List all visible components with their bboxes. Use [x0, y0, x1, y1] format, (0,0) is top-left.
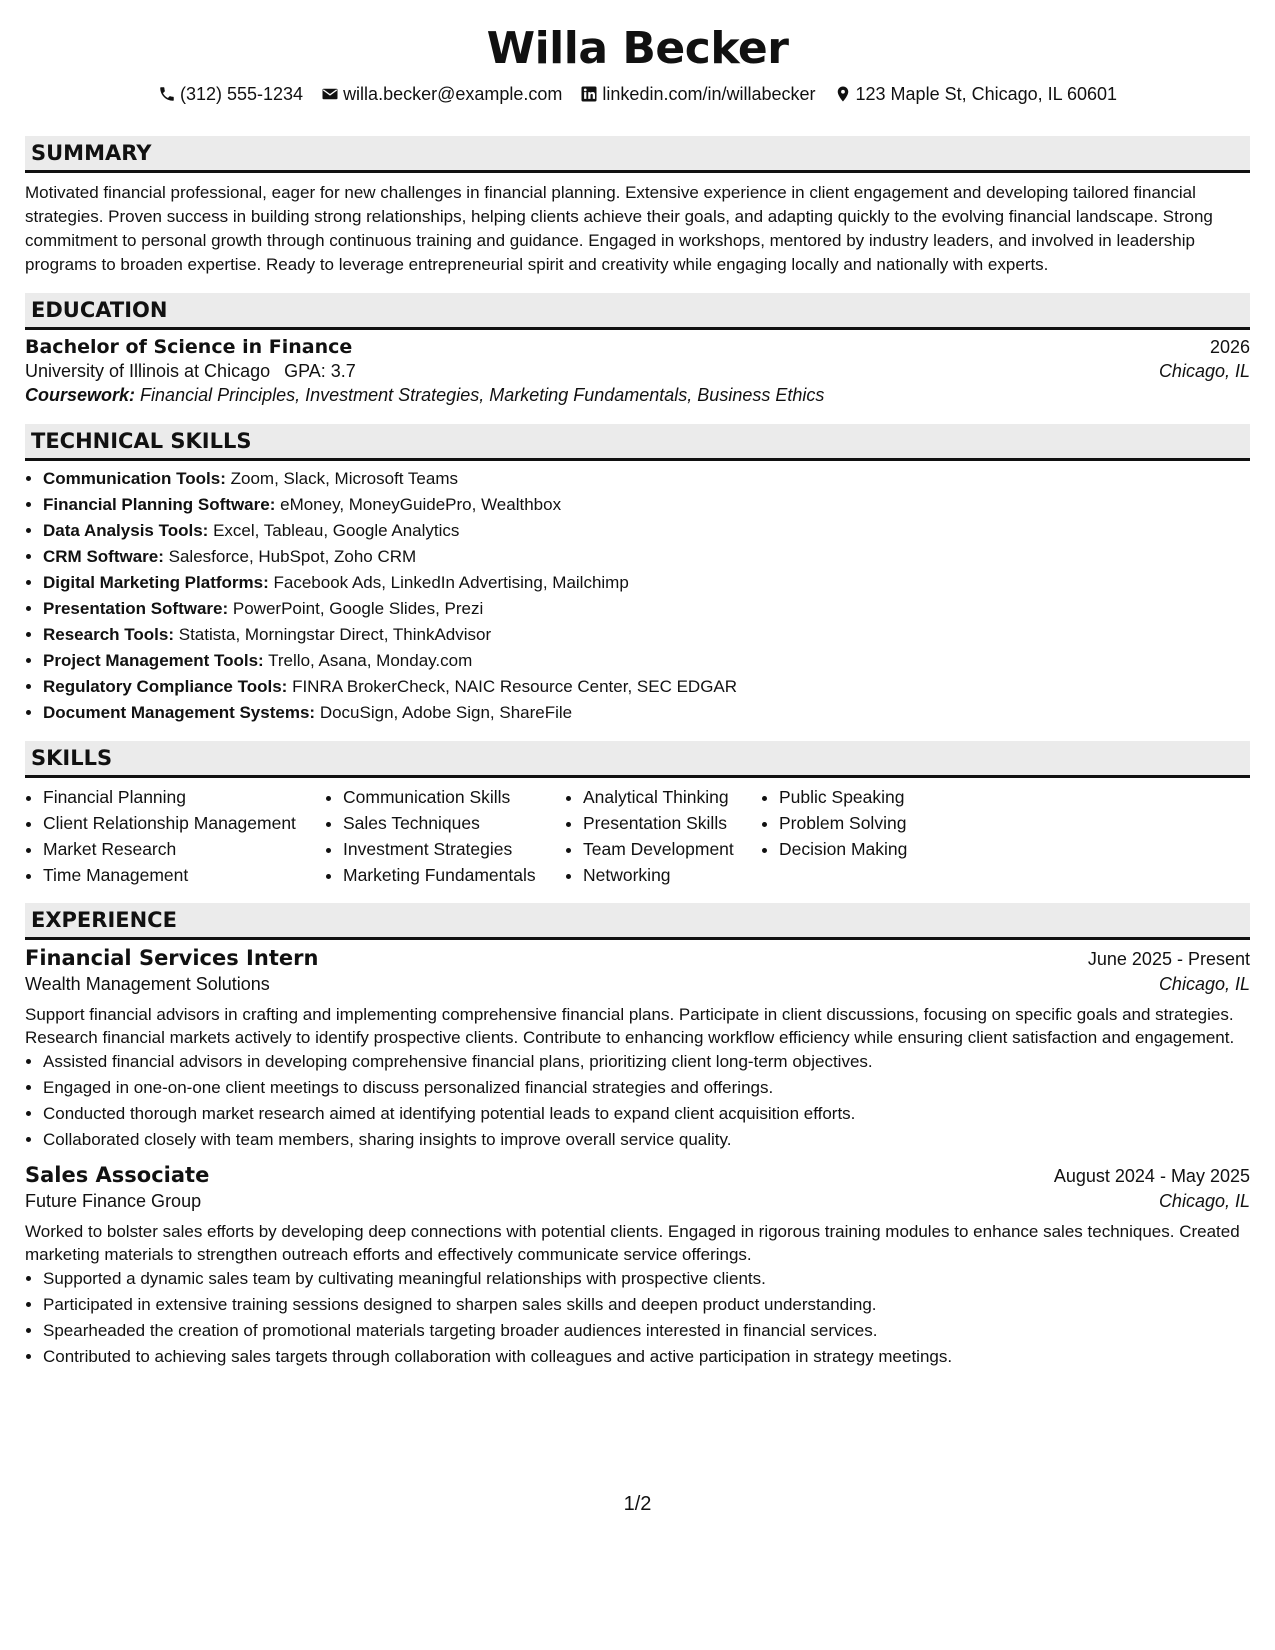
job-company-row	[25, 1191, 1250, 1212]
job-title: Sales Associate	[25, 1163, 210, 1187]
skill-value: FINRA BrokerCheck, NAIC Resource Center, SEC EDGAR	[292, 677, 738, 696]
list-item: • Public Speaking	[779, 784, 979, 810]
skills-header: SKILLS	[25, 741, 1250, 778]
coursework-label: Coursework:	[25, 385, 136, 405]
experience-section	[25, 903, 1250, 1370]
experience-header: EXPERIENCE	[25, 903, 1250, 940]
skill-label: Communication Tools:	[43, 469, 226, 488]
list-item: • Contributed to achieving sales targets through collaboration with colleagues and active participation in strategy meetings.	[43, 1344, 1250, 1370]
skill-value: Salesforce, HubSpot, Zoho CRM	[168, 547, 417, 566]
list-item: • Supported a dynamic sales team by cultivating meaningful relationships with prospective clients.	[43, 1266, 1250, 1292]
contact-address	[834, 82, 1118, 106]
list-item: • Collaborated closely with team members, sharing insights to improve overall service quality.	[43, 1127, 1250, 1153]
education-degree-row	[25, 336, 1250, 358]
linkedin-icon	[580, 85, 598, 103]
school-location: Chicago, IL	[1158, 361, 1250, 381]
job-description: Support financial advisors in crafting and implementing comprehensive financial plans. Participate in client discussions, focusing on specific goals and strategies. Research financial markets actively to identify prospective clients. Contribute to enhancing workflow efficiency while ensuring client satisfaction and engagement.	[25, 1005, 1235, 1047]
skill-value: Excel, Tableau, Google Analytics	[213, 521, 460, 540]
gpa: GPA: 3.7	[284, 361, 356, 381]
job-bullets	[25, 1266, 1250, 1370]
list-item	[43, 570, 1250, 596]
linkedin-text: linkedin.com/in/willabecker	[602, 84, 816, 104]
list-item	[43, 674, 1250, 700]
skills-column-1	[25, 784, 325, 888]
resume-page	[25, 0, 1250, 1370]
list-item: • Decision Making	[779, 836, 979, 862]
technical-skills-section	[25, 424, 1250, 726]
list-item	[43, 700, 1250, 726]
contact-phone[interactable]	[158, 82, 303, 106]
skill-label: Data Analysis Tools:	[43, 521, 209, 540]
list-item: • Team Development	[583, 836, 761, 862]
list-item: • Time Management	[43, 862, 325, 888]
education-header: EDUCATION	[25, 293, 1250, 330]
list-item: • Conducted thorough market research aimed at identifying potential leads to expand client acquisition efforts.	[43, 1101, 1250, 1127]
list-item: • Investment Strategies	[343, 836, 565, 862]
skill-label: Project Management Tools:	[43, 651, 264, 670]
list-item	[43, 622, 1250, 648]
list-item: • Participated in extensive training sessions designed to sharpen sales skills and deepen product understanding.	[43, 1292, 1250, 1318]
school-name: University of Illinois at Chicago	[25, 361, 271, 381]
summary-header: SUMMARY	[25, 136, 1250, 173]
skills-column-3	[565, 784, 761, 888]
job-bullets	[25, 1049, 1250, 1153]
phone-text: (312) 555-1234	[179, 84, 304, 104]
contact-linkedin[interactable]	[580, 82, 815, 106]
list-item: • Financial Planning	[43, 784, 325, 810]
coursework-list: Financial Principles, Investment Strategies, Marketing Fundamentals, Business Ethics	[140, 385, 825, 405]
job-location: Chicago, IL	[1158, 974, 1250, 994]
job-dates: August 2024 - May 2025	[1053, 1166, 1250, 1186]
skill-value: PowerPoint, Google Slides, Prezi	[232, 599, 484, 618]
skill-label: Digital Marketing Platforms:	[43, 573, 269, 592]
job-company: Future Finance Group	[25, 1191, 202, 1211]
job-company-row	[25, 974, 1250, 995]
list-item	[43, 596, 1250, 622]
list-item: • Networking	[583, 862, 761, 888]
page-number: 1/2	[623, 1493, 652, 1515]
list-item	[43, 518, 1250, 544]
job-entry-1	[25, 946, 1250, 1153]
list-item: • Client Relationship Management	[43, 810, 325, 836]
list-item	[43, 492, 1250, 518]
job-dates: June 2025 - Present	[1087, 949, 1250, 969]
job-location: Chicago, IL	[1158, 1191, 1250, 1211]
skills-column-2	[325, 784, 565, 888]
contact-bar	[25, 82, 1250, 106]
map-pin-icon	[834, 85, 852, 103]
summary-section	[25, 136, 1250, 277]
degree-title: Bachelor of Science in Finance	[25, 336, 353, 358]
list-item: • Sales Techniques	[343, 810, 565, 836]
coursework-line	[25, 385, 1250, 406]
degree-year: 2026	[1209, 337, 1250, 357]
contact-email[interactable]	[321, 82, 562, 106]
skill-label: Document Management Systems:	[43, 703, 316, 722]
list-item: • Communication Skills	[343, 784, 565, 810]
skill-label: Research Tools:	[43, 625, 175, 644]
skill-label: Presentation Software:	[43, 599, 229, 618]
skills-section	[25, 741, 1250, 888]
skill-label: Financial Planning Software:	[43, 495, 276, 514]
skill-label: Regulatory Compliance Tools:	[43, 677, 288, 696]
technical-skills-list	[25, 466, 1250, 726]
list-item	[43, 544, 1250, 570]
list-item: • Problem Solving	[779, 810, 979, 836]
job-company: Wealth Management Solutions	[25, 974, 270, 994]
school-line	[25, 361, 356, 382]
job-title-row	[25, 1163, 1250, 1187]
list-item: • Analytical Thinking	[583, 784, 761, 810]
job-title-row	[25, 946, 1250, 970]
skill-label: CRM Software:	[43, 547, 164, 566]
list-item	[43, 648, 1250, 674]
skill-value: Zoom, Slack, Microsoft Teams	[230, 469, 458, 488]
skills-column-4	[761, 784, 979, 888]
skills-grid	[25, 784, 1250, 888]
list-item: • Marketing Fundamentals	[343, 862, 565, 888]
list-item: • Presentation Skills	[583, 810, 761, 836]
job-description: Worked to bolster sales efforts by developing deep connections with potential clients. Engaged in rigorous training modules to enhance sales techniques. Created marketing materials to strengthen outreach efforts and effectively communicate service offerings.	[25, 1222, 1240, 1264]
list-item	[43, 466, 1250, 492]
email-text: willa.becker@example.com	[343, 84, 563, 104]
list-item: • Engaged in one-on-one client meetings to discuss personalized financial strategies and offerings.	[43, 1075, 1250, 1101]
summary-text: Motivated financial professional, eager for new challenges in financial planning. Extensive experience in client engagement and developing tailored financial strategies. Proven success in building strong relationships, helping clients achieve their goals, and adapting quickly to the evolving financial landscape. Strong commitment to personal growth through continuous training and guidance. Engaged in workshops, mentored by industry leaders, and involved in leadership programs to broaden expertise. Ready to leverage entrepreneurial spirit and creativity while engaging locally and nationally with experts.	[25, 183, 1213, 274]
phone-icon	[158, 85, 176, 103]
skill-value: Facebook Ads, LinkedIn Advertising, Mailchimp	[273, 573, 629, 592]
envelope-icon	[321, 85, 339, 103]
skill-value: Trello, Asana, Monday.com	[268, 651, 473, 670]
job-entry-2	[25, 1163, 1250, 1370]
address-text: 123 Maple St, Chicago, IL 60601	[855, 84, 1118, 104]
technical-skills-header: TECHNICAL SKILLS	[25, 424, 1250, 461]
list-item: • Assisted financial advisors in developing comprehensive financial plans, prioritizing client long-term objectives.	[43, 1049, 1250, 1075]
list-item: • Spearheaded the creation of promotional materials targeting broader audiences interested in financial services.	[43, 1318, 1250, 1344]
candidate-name: Willa Becker	[486, 23, 789, 74]
education-section	[25, 293, 1250, 406]
education-school-row	[25, 361, 1250, 382]
skill-value: Statista, Morningstar Direct, ThinkAdvisor	[178, 625, 492, 644]
skill-value: DocuSign, Adobe Sign, ShareFile	[319, 703, 573, 722]
list-item: • Market Research	[43, 836, 325, 862]
skill-value: eMoney, MoneyGuidePro, Wealthbox	[280, 495, 562, 514]
job-title: Financial Services Intern	[25, 946, 319, 970]
